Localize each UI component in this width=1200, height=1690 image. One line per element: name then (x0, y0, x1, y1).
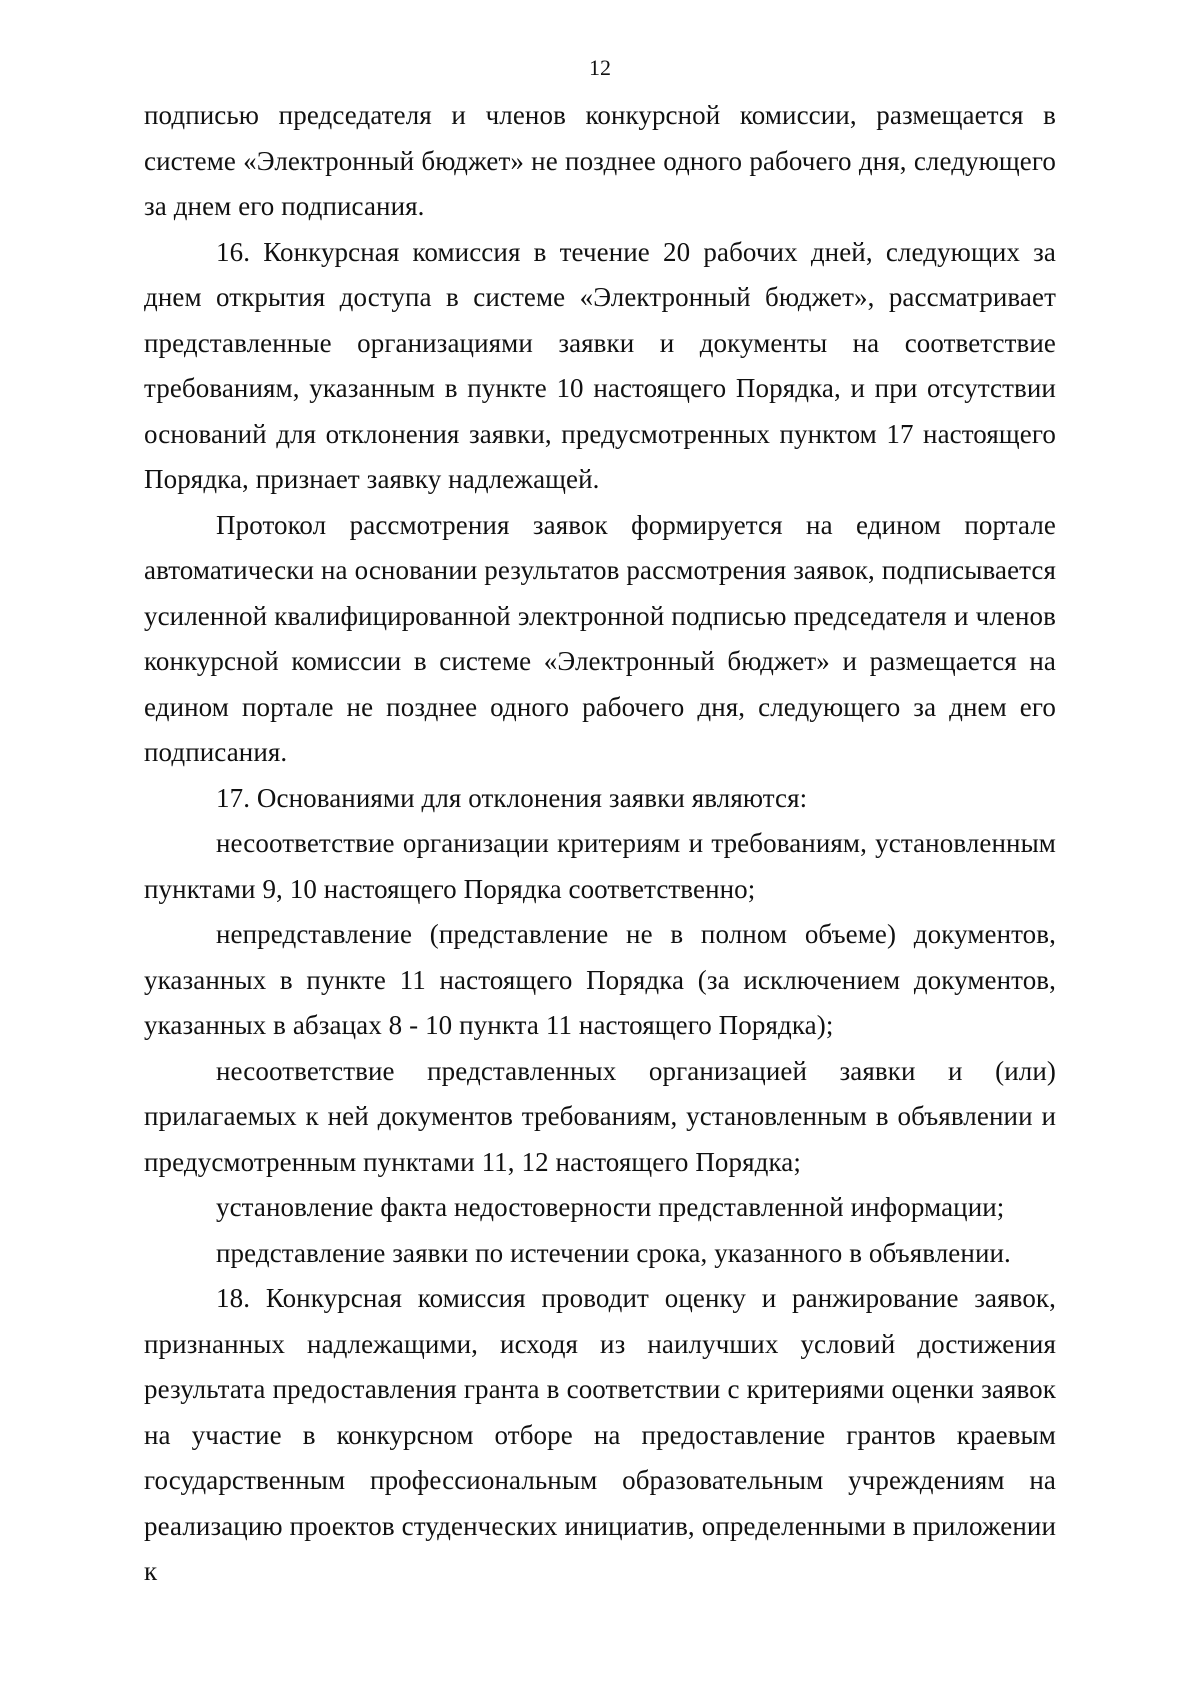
paragraph-reason-3: несоответствие представленных организацией заявки и (или) прилагаемых к ней документов требованиям, установленным в объявлении и предусмотренным пунктами 11, 12 настоящего Порядка; (144, 1055, 1056, 1177)
paragraph-item-17: 17. Основаниями для отклонения заявки являются: (216, 782, 808, 813)
page-number: 12 (589, 55, 611, 80)
document-body (144, 93, 1056, 1595)
paragraph-reason-4: установление факта недостоверности представленной информации; (216, 1192, 1005, 1222)
paragraph-item-18: 18. Конкурсная комиссия проводит оценку и ранжирование заявок, признанных надлежащими, исходя из наилучших условий достижения результата предоставления гранта в соответствии с критериями оценки заявок на участие в конкурсном отборе на предоставление грантов краевым государственным профессиональным образовательным учреждениям на реализацию проектов студенческих инициатив, определенными в приложении к (144, 1283, 1056, 1586)
paragraph-reason-2: непредставление (представление не в полном объеме) документов, указанных в пункте 11 настоящего Порядка (за исключением документов, указанных в абзацах 8 - 10 пункта 11 настоящего Порядка); (144, 919, 1056, 1040)
paragraph-item-16: 16. Конкурсная комиссия в течение 20 рабочих дней, следующих за днем открытия доступа в системе «Электронный бюджет», рассматривает представленные организациями заявки и документы на соответствие требованиям, указанным в пункте 10 настоящего Порядка, и при отсутствии оснований для отклонения заявки, предусмотренных пунктом 17 настоящего Порядка, признает заявку надлежащей. (144, 236, 1056, 494)
paragraph-protocol: Протокол рассмотрения заявок формируется на едином портале автоматически на основании результатов рассмотрения заявок, подписывается усиленной квалифицированной электронной подписью председателя и членов конкурсной комиссии в системе «Электронный бюджет» и размещается на едином портале не позднее одного рабочего дня, следующего за днем его подписания. (144, 509, 1056, 767)
paragraph-reason-5: представление заявки по истечении срока, указанного в объявлении. (216, 1237, 1011, 1268)
paragraph-continuation: подписью председателя и членов конкурсной комиссии, размещается в системе «Электронный бюджет» не позднее одного рабочего дня, следующего за днем его подписания. (144, 100, 1056, 221)
paragraph-reason-1: несоответствие организации критериям и требованиям, установленным пунктами 9, 10 настоящего Порядка соответственно; (144, 828, 1056, 904)
